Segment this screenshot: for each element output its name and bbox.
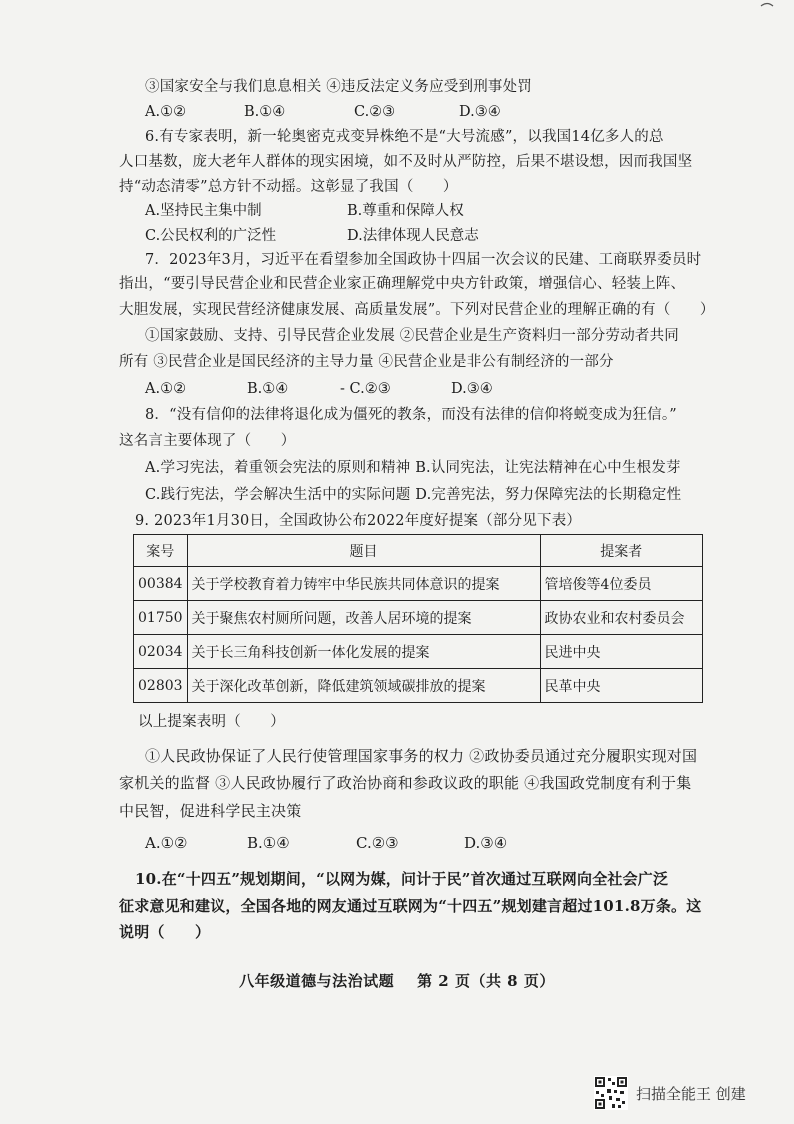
case-number-cell: 02034	[134, 635, 188, 669]
case-number-cell: 01750	[134, 601, 188, 635]
page-footer	[0, 970, 794, 991]
q7-stem-line-2: 指出，“要引导民营企业和民营企业家正确理解党中央方针政策，增强信心、轻装上阵、	[119, 276, 686, 292]
q9-prompt: 以上提案表明（ ）	[138, 714, 285, 730]
table-row	[134, 669, 703, 703]
footer-page-number: 第 2 页（共 8 页）	[417, 972, 555, 990]
q9-option-b: B.①④	[247, 834, 290, 852]
q10-stem-line-2: 征求意见和建议，全国各地的网友通过互联网为“十四五”规划建言超过101.8万条。这	[119, 897, 702, 915]
q9-option-c: C.②③	[356, 834, 399, 852]
title-cell: 关于深化改革创新，降低建筑领域碳排放的提案	[187, 669, 540, 703]
q9-stem: 9. 2023年1月30日，全国政协公布2022年度好提案（部分见下表）	[135, 513, 582, 529]
q5-option-b: B.①④	[244, 104, 286, 120]
q5-option-a: A.①②	[145, 104, 187, 120]
q8-stem-line-1: 8．“没有信仰的法律将退化成为僵死的教条，而没有法律的信仰将蜕变成为狂信。”	[145, 407, 677, 423]
proposer-cell: 政协农业和农村委员会	[540, 601, 702, 635]
q9-statements-line-1: ①人民政协保证了人民行使管理国家事务的权力 ②政协委员通过充分履职实现对国	[145, 747, 698, 765]
q5-statements-line: ③国家安全与我们息息相关 ④违反法定义务应受到刑事处罚	[145, 79, 533, 95]
title-cell: 关于长三角科技创新一体化发展的提案	[187, 635, 540, 669]
q6-option-a: A.坚持民主集中制	[145, 203, 262, 219]
q7-stem-line-3: 大胆发展，实现民营经济健康发展、高质量发展”。下列对民营企业的理解正确的有（ ）	[119, 302, 715, 318]
q7-option-c: - C.②③	[340, 381, 391, 397]
q5-option-c: C.②③	[354, 104, 396, 120]
q5-option-d: D.③④	[459, 104, 501, 120]
q6-option-c: C.公民权利的广泛性	[145, 228, 277, 244]
q8-options-line-2: C.践行宪法，学会解决生活中的实际问题 D.完善宪法，努力保障宪法的长期稳定性	[145, 487, 682, 503]
proposals-table	[133, 534, 703, 703]
scanner-app-name: 扫描全能王	[636, 1085, 712, 1103]
table-row	[134, 567, 703, 601]
q6-stem-line-3: 持“动态清零”总方针不动摇。这彰显了我国（ ）	[119, 179, 458, 195]
q7-stem-line-1: 7．2023年3月，习近平在看望参加全国政协十四届一次会议的民建、工商联界委员时	[145, 252, 702, 268]
scanner-watermark	[636, 1083, 746, 1104]
scanner-action: 创建	[715, 1085, 746, 1103]
q8-options-line-1: A.学习宪法，着重领会宪法的原则和精神 B.认同宪法，让宪法精神在心中生根发芽	[145, 460, 681, 476]
header-title: 题目	[187, 535, 540, 567]
q7-option-a: A.①②	[145, 381, 187, 397]
q8-stem-line-2: 这名言主要体现了（ ）	[119, 433, 296, 449]
scan-artifact-mark	[760, 0, 774, 8]
q6-option-d: D.法律体现人民意志	[347, 228, 479, 244]
table-row	[134, 635, 703, 669]
title-cell: 关于学校教育着力铸牢中华民族共同体意识的提案	[187, 567, 540, 601]
title-cell: 关于聚焦农村厕所问题，改善人居环境的提案	[187, 601, 540, 635]
q9-option-d: D.③④	[464, 834, 508, 852]
q9-option-a: A.①②	[145, 834, 188, 852]
proposer-cell: 民革中央	[540, 669, 702, 703]
table-row	[134, 601, 703, 635]
q6-option-b: B.尊重和保障人权	[347, 203, 464, 219]
footer-subject: 八年级道德与法治试题	[239, 972, 395, 990]
q9-statements-line-3: 中民智，促进科学民主决策	[119, 802, 302, 820]
q10-stem-line-3: 说明（ ）	[119, 923, 211, 941]
q9-statements-line-2: 家机关的监督 ③人民政协履行了政治协商和参政议政的职能 ④我国政党制度有利于集	[119, 774, 692, 792]
proposer-cell: 民进中央	[540, 635, 702, 669]
header-proposer: 提案者	[540, 535, 702, 567]
q7-option-b: B.①④	[247, 381, 289, 397]
qr-code-icon	[594, 1076, 628, 1110]
table-header-row	[134, 535, 703, 567]
proposer-cell: 管培俊等4位委员	[540, 567, 702, 601]
q6-stem-line-2: 人口基数，庞大老年人群体的现实困境，如不及时从严防控，后果不堪设想，因而我国坚	[119, 154, 693, 170]
header-case-number: 案号	[134, 535, 188, 567]
q7-statements-line-2: 所有 ③民营企业是国民经济的主导力量 ④民营企业是非公有制经济的一部分	[119, 354, 614, 370]
q6-stem-line-1: 6.有专家表明，新一轮奥密克戎变异株绝不是“大号流感”，以我国14亿多人的总	[145, 129, 664, 145]
case-number-cell: 00384	[134, 567, 188, 601]
case-number-cell: 02803	[134, 669, 188, 703]
q7-option-d: D.③④	[451, 381, 493, 397]
q7-statements-line-1: ①国家鼓励、支持、引导民营企业发展 ②民营企业是生产资料归一部分劳动者共同	[145, 328, 680, 344]
q10-stem-line-1: 10.在“十四五”规划期间，“以网为媒，问计于民”首次通过互联网向全社会广泛	[135, 870, 669, 888]
